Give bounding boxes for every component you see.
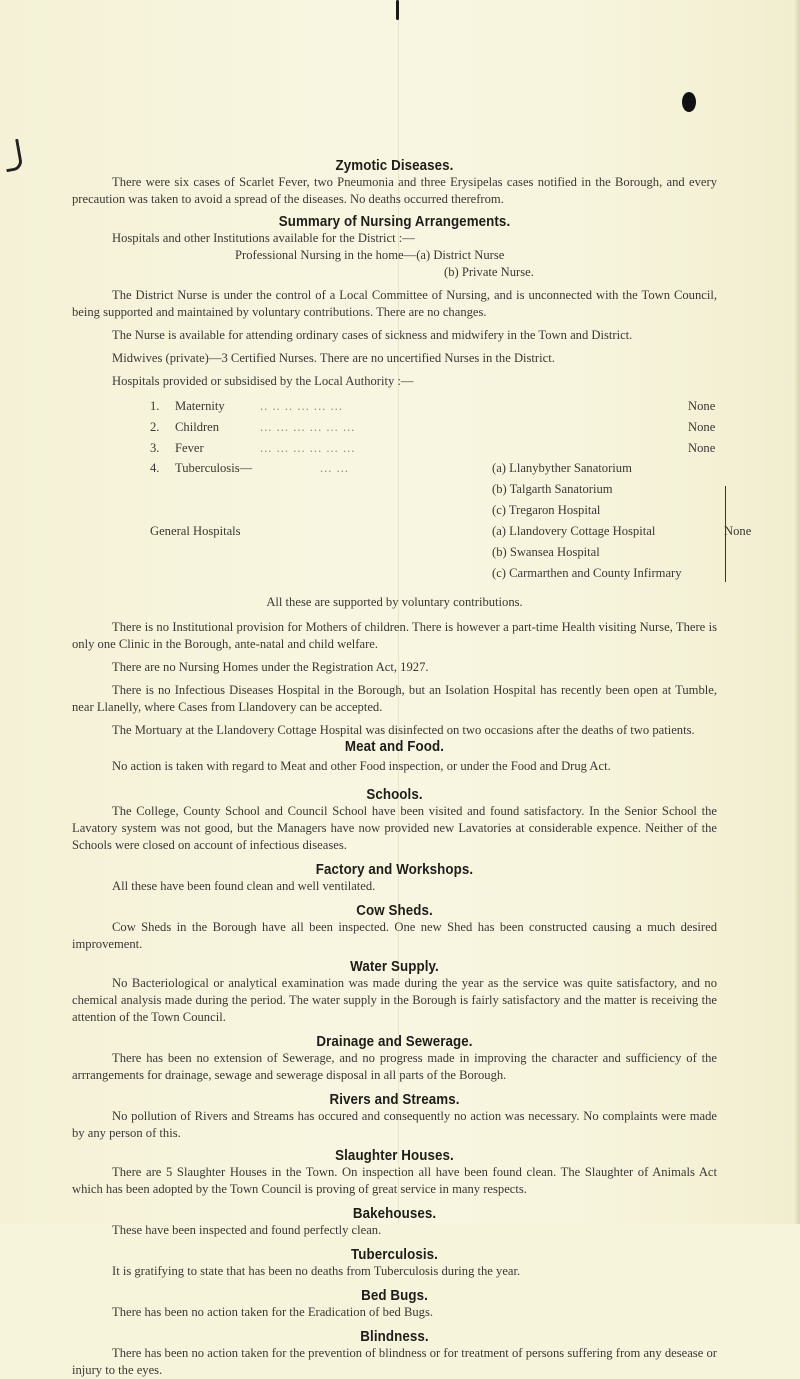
row-number: 4. bbox=[150, 461, 160, 475]
heading-blindness: Blindness. bbox=[360, 1329, 429, 1345]
paragraph-infectious-hospital: There is no Infectious Diseases Hospital in the Borough, but an Isolation Hospital has recently been open at Tumble, near Llanelly, where Cases from Llandovery can be accepted. bbox=[72, 683, 717, 714]
heading-rivers-and-streams: Rivers and Streams. bbox=[329, 1092, 460, 1108]
row-value: None bbox=[688, 441, 716, 455]
general-hospital-a: (a) Llandovery Cottage Hospital bbox=[492, 524, 656, 538]
paragraph-midwives: Midwives (private)—3 Certified Nurses. There are no uncertified Nurses in the District. bbox=[112, 351, 555, 365]
row-number: 1. bbox=[150, 399, 160, 413]
margin-mark bbox=[1, 139, 23, 172]
punch-hole-mark bbox=[682, 92, 696, 112]
general-hospital-c: (c) Carmarthen and County Infirmary bbox=[492, 566, 682, 580]
row-number: 2. bbox=[150, 420, 160, 434]
leader-dots: ... ... bbox=[320, 461, 350, 475]
heading-tuberculosis: Tuberculosis. bbox=[351, 1247, 438, 1263]
paragraph-bed-bugs: There has been no action taken for the Eradication of bed Bugs. bbox=[112, 1305, 434, 1319]
leader-dots: .. .. .. ... ... ... bbox=[260, 399, 343, 413]
table-row bbox=[150, 481, 720, 498]
heading-water-supply: Water Supply. bbox=[350, 959, 439, 975]
paragraph-nurse-available: The Nurse is available for attending ordinary cases of sickness and midwifery in the Town and District. bbox=[112, 328, 633, 342]
table-row bbox=[150, 419, 720, 436]
support-note: All these are supported by voluntary contributions. bbox=[266, 595, 523, 609]
heading-schools: Schools. bbox=[366, 787, 423, 803]
leader-dots: ... ... ... ... ... ... bbox=[260, 420, 356, 434]
row-label: Tuberculosis— bbox=[175, 461, 253, 475]
heading-slaughter-houses: Slaughter Houses. bbox=[335, 1148, 454, 1164]
paragraph-water-supply: No Bacteriological or analytical examination was made during the year as the service was quite satisfactory, and no chemical analysis made during the period. The water supply in the Borough is fairly satisfactory and the matter is receiving the attention of the Town Council. bbox=[72, 976, 717, 1024]
row-label: Maternity bbox=[175, 399, 225, 413]
table-row bbox=[150, 565, 720, 582]
paragraph-tuberculosis: It is gratifying to state that has been no deaths from Tuberculosis during the year. bbox=[112, 1264, 521, 1278]
paragraph-factory: All these have been found clean and well ventilated. bbox=[112, 879, 376, 893]
leader-dots: ... ... ... ... ... ... bbox=[260, 441, 356, 455]
paragraph-bakehouses: These have been inspected and found perfectly clean. bbox=[112, 1223, 382, 1237]
general-hospitals-label: General Hospitals bbox=[150, 524, 241, 538]
row-value: None bbox=[688, 420, 716, 434]
tuberculosis-hospital-b: (b) Talgarth Sanatorium bbox=[492, 482, 613, 496]
row-label: Children bbox=[175, 420, 220, 434]
tuberculosis-hospital-a: (a) Llanybyther Sanatorium bbox=[492, 461, 632, 475]
row-value: None bbox=[688, 399, 716, 413]
professional-nursing-line-1: Professional Nursing in the home—(a) District Nurse bbox=[235, 248, 505, 262]
brace-value: None bbox=[724, 524, 752, 538]
paragraph-blindness: There has been no action taken for the prevention of blindness or for treatment of persons suffering from any desease or injury to the eyes. bbox=[72, 1346, 717, 1377]
row-number: 3. bbox=[150, 441, 160, 455]
paragraph-schools: The College, County School and Council School have been visited and found satisfactory. In the Senior School the Lavatory system was not good, but the Managers have now provided new Lavatories at considerable expence. Neither of the Schools were closed on account of infectious diseases. bbox=[72, 804, 717, 852]
table-row bbox=[150, 502, 720, 519]
paragraph-mothers-provision: There is no Institutional provision for Mothers of children. There is however a part-time Health visiting Nurse, There is only one Clinic in the Borough, ante-natal and child welfare. bbox=[72, 620, 717, 651]
hospitals-table bbox=[72, 398, 752, 580]
paragraph-nursing-homes: There are no Nursing Homes under the Registration Act, 1927. bbox=[112, 660, 429, 674]
document-body bbox=[72, 158, 752, 1379]
table-row bbox=[150, 523, 720, 540]
heading-factory-and-workshops: Factory and Workshops. bbox=[315, 862, 474, 878]
heading-bakehouses: Bakehouses. bbox=[352, 1206, 437, 1222]
paragraph-cow-sheds: Cow Sheds in the Borough have all been inspected. One new Shed has been constructed causing a much desired improvement. bbox=[72, 920, 717, 951]
binding-mark bbox=[396, 0, 399, 20]
tuberculosis-hospital-c: (c) Tregaron Hospital bbox=[492, 503, 601, 517]
hospitals-intro: Hospitals and other Institutions available for the District :— bbox=[112, 231, 415, 245]
professional-nursing-block bbox=[72, 247, 717, 281]
paragraph-meat-and-food: No action is taken with regard to Meat and other Food inspection, or under the Food and Drug Act. bbox=[112, 759, 611, 773]
general-hospital-b: (b) Swansea Hospital bbox=[492, 545, 600, 559]
heading-drainage-and-sewerage: Drainage and Sewerage. bbox=[316, 1034, 473, 1050]
professional-nursing-line-2: (b) Private Nurse. bbox=[444, 265, 534, 279]
page-edge-shadow bbox=[794, 0, 800, 1224]
paragraph-mortuary: The Mortuary at the Llandovery Cottage Hospital was disinfected on two occasions after the deaths of two patients. bbox=[112, 723, 695, 737]
table-row bbox=[150, 460, 720, 477]
heading-cow-sheds: Cow Sheds. bbox=[356, 903, 433, 919]
paragraph-hospitals-provided: Hospitals provided or subsidised by the Local Authority :— bbox=[112, 374, 414, 388]
table-row bbox=[150, 398, 720, 415]
paragraph-drainage: There has been no extension of Sewerage, and no progress made in improving the character and sufficiency of the arrrangements for drainage, sewage and sewerage disposal in all parts of the Borough. bbox=[72, 1051, 717, 1082]
paragraph-zymotic: There were six cases of Scarlet Fever, two Pneumonia and three Erysipelas cases notified in the Borough, and every precaution was taken to avoid a spread of the diseases. No deaths occurred therefrom. bbox=[72, 175, 717, 206]
heading-meat-and-food: Meat and Food. bbox=[344, 739, 445, 755]
row-label: Fever bbox=[175, 441, 204, 455]
heading-bed-bugs: Bed Bugs. bbox=[361, 1288, 428, 1304]
table-row bbox=[150, 544, 720, 561]
paragraph-slaughter-houses: There are 5 Slaughter Houses in the Town. On inspection all have been found clean. The Slaughter of Animals Act which has been adopted by the Town Council is proving of great service in many respects. bbox=[72, 1165, 717, 1196]
table-row bbox=[150, 440, 720, 457]
heading-zymotic-diseases: Zymotic Diseases. bbox=[335, 158, 454, 174]
paragraph-district-nurse: The District Nurse is under the control of a Local Committee of Nursing, and is unconnected with the Town Council, being supported and maintained by voluntary contributions. There are no changes. bbox=[72, 288, 717, 319]
paragraph-rivers: No pollution of Rivers and Streams has occured and consequently no action was necessary. No complaints were made by any person of this. bbox=[72, 1109, 717, 1140]
heading-nursing-arrangements: Summary of Nursing Arrangements. bbox=[278, 214, 511, 230]
